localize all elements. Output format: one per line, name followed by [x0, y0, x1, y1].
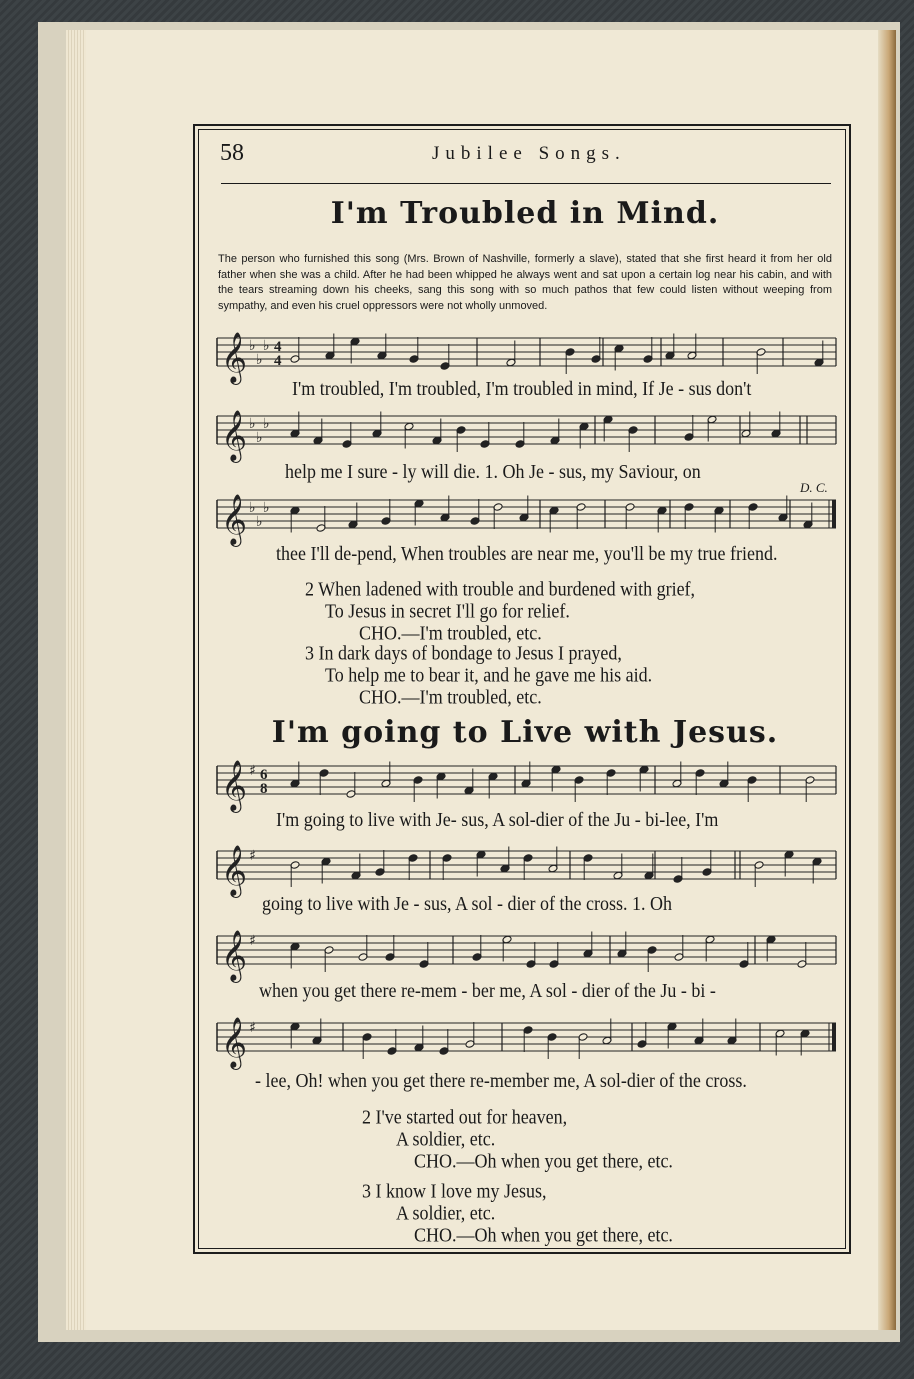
music-staff-7: [215, 1015, 838, 1075]
verse-2-song-2: [362, 1106, 673, 1172]
svg-text:𝄞: 𝄞: [221, 760, 248, 811]
lyric-line-7: - lee, Oh! when you get there re-member me, A sol-dier of the cross.: [255, 1069, 747, 1092]
running-head: Jubilee Songs.: [432, 143, 626, 164]
svg-text:𝄞: 𝄞: [221, 1017, 248, 1068]
svg-text:♭: ♭: [256, 514, 263, 530]
svg-text:♭: ♭: [249, 338, 256, 354]
song-title-troubled: I'm Troubled in Mind.: [330, 196, 720, 231]
lyric-line-4: I'm going to live with Je- sus, A sol-dier of the Ju - bi-lee, I'm: [276, 808, 719, 831]
header-rule: [221, 183, 831, 184]
verse-2-line-1: 2 When ladened with trouble and burdened with grief,: [305, 578, 696, 600]
svg-text:♯: ♯: [249, 763, 256, 780]
svg-text:♭: ♭: [256, 430, 263, 446]
svg-text:𝄞: 𝄞: [221, 332, 248, 383]
svg-text:♯: ♯: [249, 848, 256, 865]
svg-text:♭: ♭: [249, 500, 256, 516]
verse-3-line-1: 3 In dark days of bondage to Jesus I prayed,: [305, 642, 622, 664]
lyric-line-3: thee I'll de-pend, When troubles are near me, you'll be my true friend.: [276, 542, 778, 565]
page-number: 58: [220, 140, 244, 166]
svg-text:𝄞: 𝄞: [221, 410, 248, 461]
verse-3-chorus: CHO.—I'm troubled, etc.: [359, 686, 542, 708]
verse-2-song-2-line-1: 2 I've started out for heaven,: [362, 1106, 568, 1128]
verse-2-line-2: To Jesus in secret I'll go for relief.: [325, 600, 570, 622]
verse-2-song-2-chorus: CHO.—Oh when you get there, etc.: [414, 1150, 673, 1172]
verse-3-song-2: [362, 1180, 673, 1246]
verse-2-song-2-line-2: A soldier, etc.: [396, 1128, 496, 1150]
verse-2-chorus: CHO.—I'm troubled, etc.: [359, 622, 542, 644]
lyric-line-5: going to live with Je - sus, A sol - dier of the cross. 1. Oh: [262, 892, 672, 915]
song-intro: The person who furnished this song (Mrs. Brown of Nashville, formerly a slave), stated that she first heard it from her old father when she was a child. After he had been whipped he always went and sat upon a certain log near his cabin, and with the tears streaming down his cheeks, sang this song with so much pathos that few could listen without weeping from sympathy, and even his cruel oppressors were not wholly unmoved.: [218, 253, 832, 312]
verse-3-song-2-line-1: 3 I know I love my Jesus,: [362, 1180, 547, 1202]
lyric-line-2: help me I sure - ly will die. 1. Oh Je - sus, my Saviour, on: [285, 460, 701, 483]
svg-text:♭: ♭: [249, 416, 256, 432]
page-gutter: [878, 30, 896, 1330]
svg-text:♯: ♯: [249, 1020, 256, 1037]
svg-text:♭: ♭: [256, 352, 263, 368]
svg-text:𝄞: 𝄞: [221, 494, 248, 545]
svg-text:4: 4: [274, 339, 282, 355]
music-staff-2: [215, 408, 838, 468]
svg-text:𝄞: 𝄞: [221, 930, 248, 981]
da-capo-mark: D. C.: [800, 480, 828, 495]
svg-text:𝄞: 𝄞: [221, 845, 248, 896]
page-stack: [66, 30, 88, 1330]
verse-3-song-2-line-2: A soldier, etc.: [396, 1202, 496, 1224]
svg-text:4: 4: [274, 353, 282, 369]
verse-2: [305, 578, 695, 644]
verse-3: [305, 642, 652, 708]
lyric-line-6: when you get there re-mem - ber me, A sol - dier of the Ju - bi -: [259, 979, 716, 1002]
svg-text:♭: ♭: [263, 338, 270, 354]
svg-text:♭: ♭: [263, 416, 270, 432]
svg-text:♯: ♯: [249, 933, 256, 950]
svg-text:♭: ♭: [263, 500, 270, 516]
verse-3-line-2: To help me to bear it, and he gave me his aid.: [325, 664, 653, 686]
svg-text:8: 8: [260, 781, 268, 797]
song-title-jesus: I'm going to Live with Jesus.: [271, 715, 779, 750]
verse-3-song-2-chorus: CHO.—Oh when you get there, etc.: [414, 1224, 673, 1246]
lyric-line-1: I'm troubled, I'm troubled, I'm troubled in mind, If Je - sus don't: [292, 377, 752, 400]
svg-text:6: 6: [260, 767, 268, 783]
